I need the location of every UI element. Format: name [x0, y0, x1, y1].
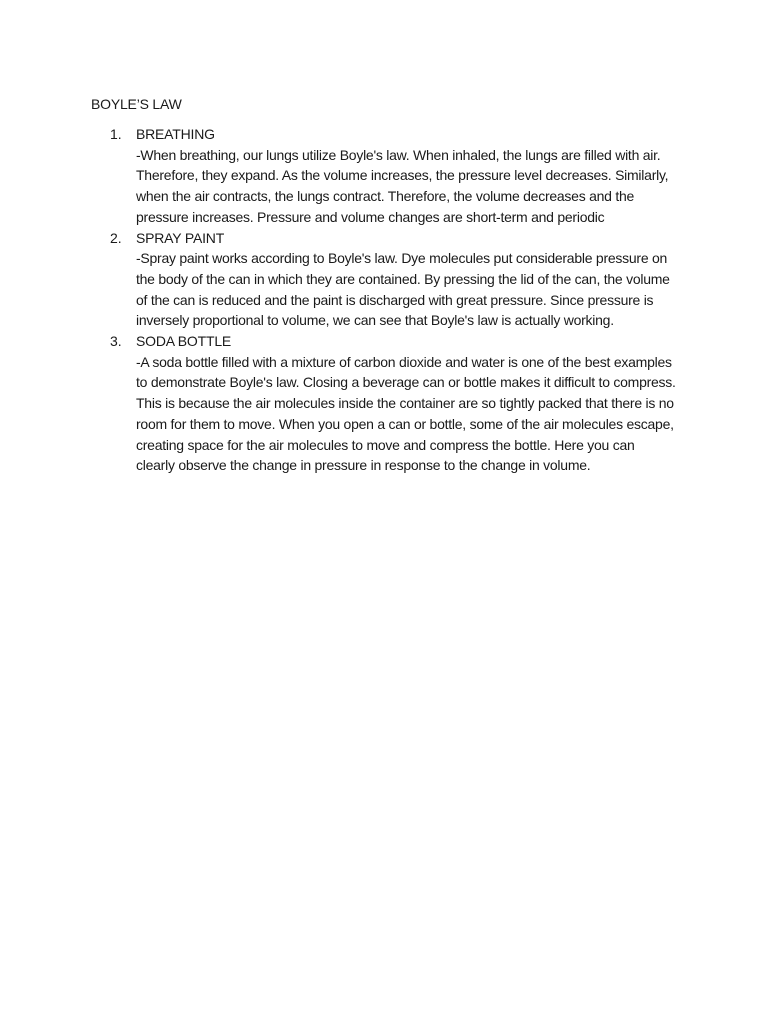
list-item-number: 2.: [110, 229, 122, 246]
list-item-heading: SPRAY PAINT: [136, 229, 225, 246]
numbered-list: [0, 124, 768, 476]
list-item-number: 1.: [110, 126, 122, 142]
list-item-heading: SODA BOTTLE: [136, 333, 232, 350]
list-item-body: -A soda bottle filled with a mixture of carbon dioxide and water is one of the best examples to demonstrate Boyle's law. Closing a beverage can or bottle makes it difficult to compress. This is because the air molecules inside the container are so tightly packed that there is no room for them to move. When you open a can or bottle, some of the air molecules escape, creating space for the air molecules to move and compress the bottle. Here you can clearly observe the change in pressure in response to the change in volume.: [136, 353, 676, 474]
list-item: [0, 331, 676, 476]
list-item-number: 3.: [110, 333, 122, 350]
list-item: [0, 228, 676, 332]
list-item-body: -Spray paint works according to Boyle's law. Dye molecules put considerable pressure on the body of the can in which they are contained. By pressing the lid of the can, the volume of the can is reduced and the paint is discharged with great pressure. Since pressure is inversely proportional to volume, we can see that Boyle's law is actually working.: [136, 250, 670, 329]
list-item: [0, 124, 676, 228]
list-item-body: -When breathing, our lungs utilize Boyle's law. When inhaled, the lungs are filled with air. Therefore, they expand. As the volume increases, the pressure level decreases. Similarly, when the air contracts, the lungs contract. Therefore, the volume decreases and the pressure increases. Pressure and volume changes are short-term and periodic: [136, 146, 669, 225]
list-item-heading: BREATHING: [136, 126, 215, 142]
document-title: BOYLE’S LAW: [91, 96, 182, 112]
